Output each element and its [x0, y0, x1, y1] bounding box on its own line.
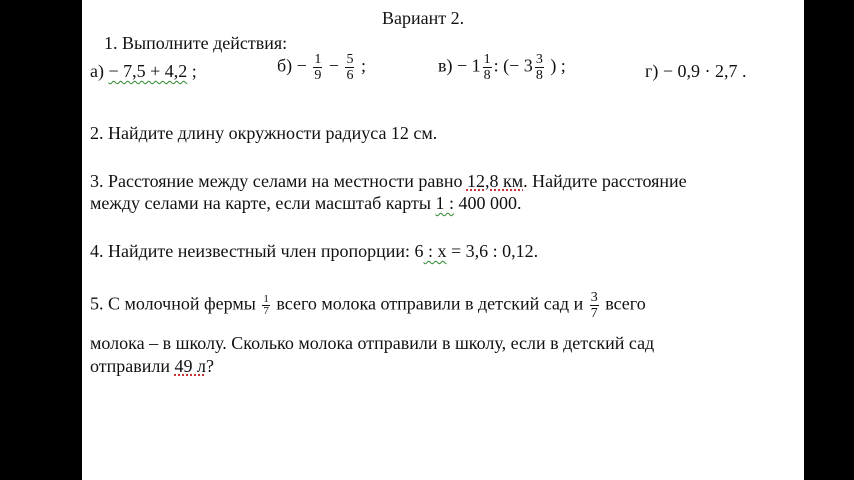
- task-1c-fraction-2: [535, 52, 544, 83]
- task-4-text: = 3,6 : 0,12.: [446, 241, 539, 261]
- task-1b: [277, 52, 366, 83]
- task-3-line-2: [90, 193, 521, 214]
- fraction-numerator: 3: [590, 290, 598, 305]
- task-5-line-1: [90, 290, 646, 321]
- task-4-text: 4. Найдите неизвестный член пропорции: 6: [90, 241, 424, 261]
- task-1a-label: а): [90, 61, 104, 81]
- task-1b-fraction-1: [313, 52, 322, 83]
- task-5-text: всего молока отправили в детский сад и: [276, 293, 584, 314]
- task-3-text: 3. Расстояние между селами на местности равно: [90, 171, 463, 191]
- task-1b-end: ;: [360, 55, 366, 76]
- task-4: [90, 241, 538, 262]
- fraction-numerator: 1: [314, 52, 322, 67]
- task-5-text: отправили: [90, 356, 170, 376]
- task-1c-label: в) − 1: [438, 55, 481, 76]
- task-1c-middle: : (− 3: [493, 55, 533, 76]
- fraction-denominator: 8: [535, 68, 543, 83]
- task-4-unknown: х: [437, 241, 447, 261]
- task-1a-expression: − 7,5 + 4,2: [108, 61, 188, 81]
- task-1a: [90, 61, 197, 82]
- task-1c-end: ) ;: [550, 55, 566, 76]
- task-5-fraction-1: [262, 294, 270, 317]
- task-5-text: всего: [605, 293, 646, 314]
- fraction-numerator: 1: [263, 293, 269, 305]
- task-3-line-1: [90, 171, 687, 192]
- fraction-denominator: 7: [263, 305, 269, 317]
- task-1-heading: 1. Выполните действия:: [104, 33, 288, 53]
- task-3-distance: 12,8 км: [466, 171, 524, 191]
- task-4-colon: :: [423, 241, 438, 261]
- fraction-denominator: 9: [314, 68, 322, 83]
- task-3-text: . Найдите расстояние: [523, 171, 687, 191]
- task-5-fraction-2: [590, 290, 599, 321]
- task-5-volume: 49 л: [174, 356, 206, 376]
- worksheet-page: [82, 0, 804, 480]
- task-1b-minus: −: [328, 55, 339, 76]
- task-1c: [438, 52, 566, 83]
- task-2: 2. Найдите длину окружности радиуса 12 см.: [90, 123, 438, 143]
- task-1d: г) − 0,9 · 2,7 .: [645, 61, 747, 81]
- task-3-text: между селами на карте, если масштаб карты: [90, 193, 436, 213]
- task-5-text: ?: [205, 356, 214, 376]
- task-1b-fraction-2: [345, 52, 354, 83]
- fraction-denominator: 6: [346, 68, 354, 83]
- task-5-text: 5. С молочной фермы: [90, 293, 256, 314]
- task-3-scale: 1 :: [435, 193, 454, 213]
- task-1a-end: ;: [187, 61, 197, 81]
- task-1b-label: б) −: [277, 55, 307, 76]
- fraction-denominator: 7: [590, 306, 598, 321]
- variant-title: Вариант 2.: [382, 8, 465, 28]
- task-1c-fraction-1: [483, 52, 492, 83]
- task-3-text: 400 000.: [453, 193, 522, 213]
- fraction-numerator: 1: [483, 52, 491, 67]
- fraction-numerator: 3: [535, 52, 543, 67]
- fraction-numerator: 5: [346, 52, 354, 67]
- task-5-line-2: молока – в школу. Сколько молока отправили в школу, если в детский сад: [90, 333, 655, 353]
- fraction-denominator: 8: [483, 68, 491, 83]
- task-5-line-3: [90, 356, 214, 377]
